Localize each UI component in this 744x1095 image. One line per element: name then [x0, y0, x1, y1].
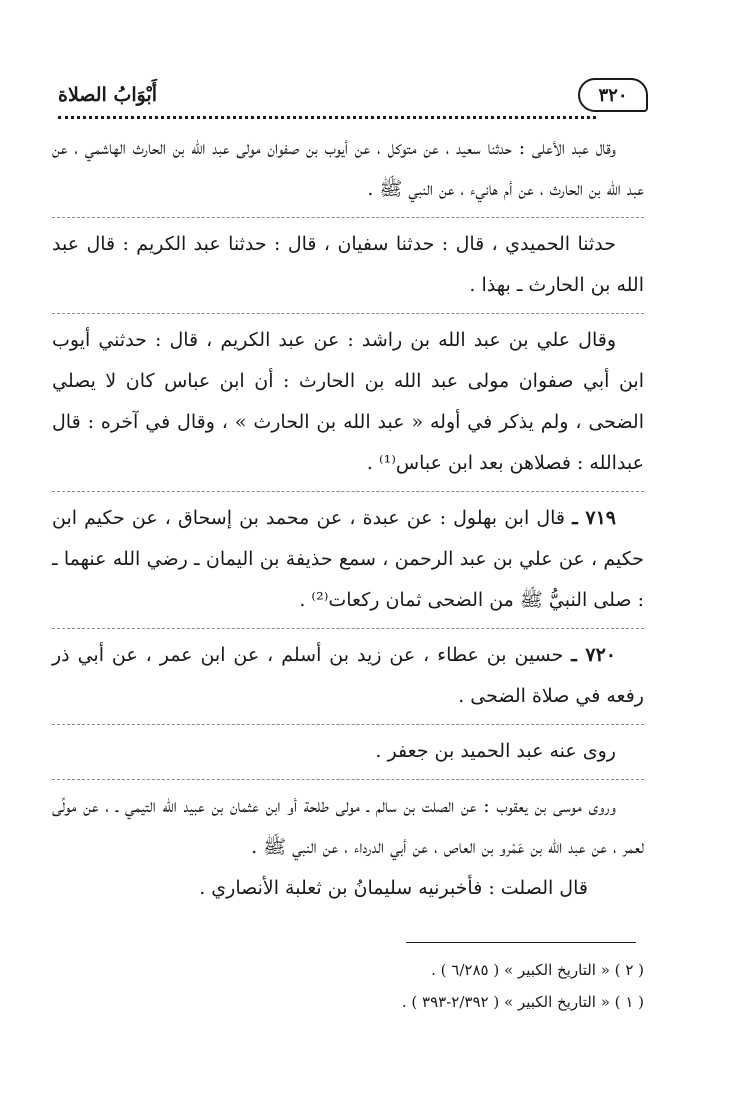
footnote-rule	[406, 942, 636, 943]
footnote-2: ( ٢ ) « التاريخ الكبير » ( ٦/٢٨٥ ) .	[431, 961, 644, 979]
header-rule	[58, 116, 596, 119]
footnote-1: ( ١ ) « التاريخ الكبير » ( ٢/٣٩٢-٣٩٣ ) .	[401, 993, 644, 1011]
paragraph-8: قال الصلت : فأخبرنيه سليمانُ بن ثعلبة الأنصاري .	[199, 877, 588, 899]
page-number: ٣٢٠	[578, 78, 648, 112]
footnotes	[244, 954, 644, 1018]
paragraph-hadith-720	[52, 635, 644, 725]
paragraph-7: وروى موسى بن يعقوب : عن الصلت بن سالم ـ مولى طلحة أو ابن عثمان بن عبيد الله التيمي ـ ، عن مولًى لعمر ، عن عبد الله بن عَمْرو بن العاص ، عن أبي الدرداء ، عن النبي ﷺ .	[52, 795, 644, 858]
paragraph-3: وقال علي بن عبد الله بن راشد : عن عبد الكريم ، قال : حدثني أيوب ابن أبي صفوان مولى عبد الله بن الحارث : أن ابن عباس كان لا يصلي الضحى ، ولم يذكر في أوله « عبد الله بن الحارث » ، وقال في آخره : قال عبدالله : فصلاهن بعد ابن عباس⁽¹⁾ .	[52, 320, 644, 492]
chapter-title: أَبْوَابُ الصلاة	[58, 84, 157, 106]
paragraph-1: وقال عبد الأعلى : حدثنا سعيد ، عن متوكل ، عن أيوب بن صفوان مولى عبد الله بن الحارث الهاشمي ، عن عبد الله بن الحارث ، عن أم هانيء ، عن النبي ﷺ .	[52, 128, 644, 218]
hadith-719-text: قال ابن بهلول : عن عبدة ، عن محمد بن إسحاق ، عن حكيم ابن حكيم ، عن علي بن عبد الرحمن ، سمع حذيفة بن اليمان ـ رضي الله عنهما ـ : صلى النبيُّ ﷺ من الضحى ثمان ركعات⁽²⁾ .	[52, 507, 644, 611]
paragraph-hadith-719	[52, 498, 644, 629]
body-text	[52, 128, 644, 909]
page-header	[58, 78, 648, 118]
paragraph-2: حدثنا الحميدي ، قال : حدثنا سفيان ، قال : حدثنا عبد الكريم : قال عبد الله بن الحارث ـ بهذا .	[52, 224, 644, 314]
paragraph-6: روى عنه عبد الحميد بن جعفر .	[52, 731, 644, 780]
hadith-number-720: ٧٢٠ ـ	[571, 644, 616, 666]
hadith-number-719: ٧١٩ ـ	[572, 507, 616, 529]
hadith-720-text: حسين بن عطاء ، عن زيد بن أسلم ، عن ابن عمر ، عن أبي ذر رفعه في صلاة الضحى .	[52, 644, 644, 707]
